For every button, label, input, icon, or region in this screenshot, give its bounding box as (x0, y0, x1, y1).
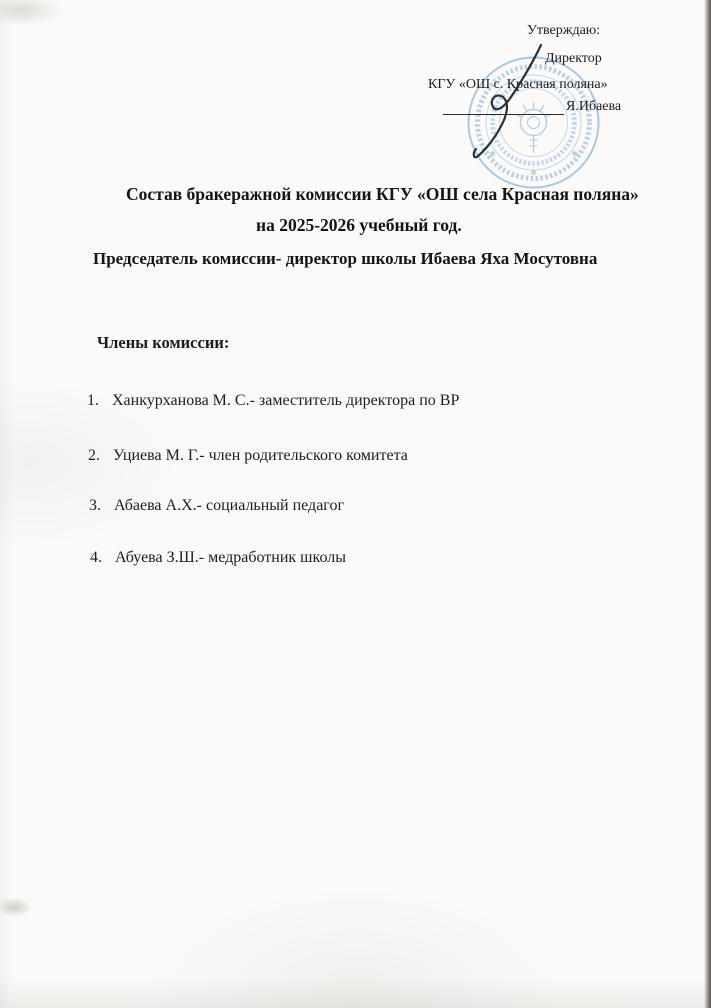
approver-name: Я.Ибаева (566, 99, 622, 114)
member-list-item (90, 549, 346, 567)
document-title-line1: Состав бракеражной комиссии КГУ «ОШ села Красная поляна» (126, 184, 639, 204)
member-list-item (89, 497, 344, 515)
member-number: 4. (90, 549, 102, 566)
document-title-line2: на 2025-2026 учебный год. (256, 215, 462, 235)
member-text: Абуева З.Ш.- медработник школы (115, 549, 346, 566)
members-heading: Члены комиссии: (97, 333, 230, 352)
member-number: 3. (89, 497, 101, 514)
approver-position: Директор (545, 51, 602, 66)
chairman-line: Председатель комиссии- директор школы Ибаева Яха Мосутовна (93, 249, 598, 268)
approval-word: Утверждаю: (527, 23, 601, 38)
member-number: 2. (88, 447, 100, 464)
member-list-item (87, 392, 459, 410)
member-text: Абаева А.Х.- социальный педагог (114, 497, 345, 514)
member-list-item (88, 447, 408, 465)
photo-edge-shadow (704, 0, 711, 1008)
organization-name: КГУ «ОШ с. Красная поляна» (428, 77, 608, 92)
member-text: Уциева М. Г.- член родительского комитета (113, 447, 408, 464)
member-number: 1. (87, 392, 99, 409)
signature-stroke (440, 40, 560, 165)
member-text: Ханкурханова М. С.- заместитель директора по ВР (112, 392, 460, 409)
